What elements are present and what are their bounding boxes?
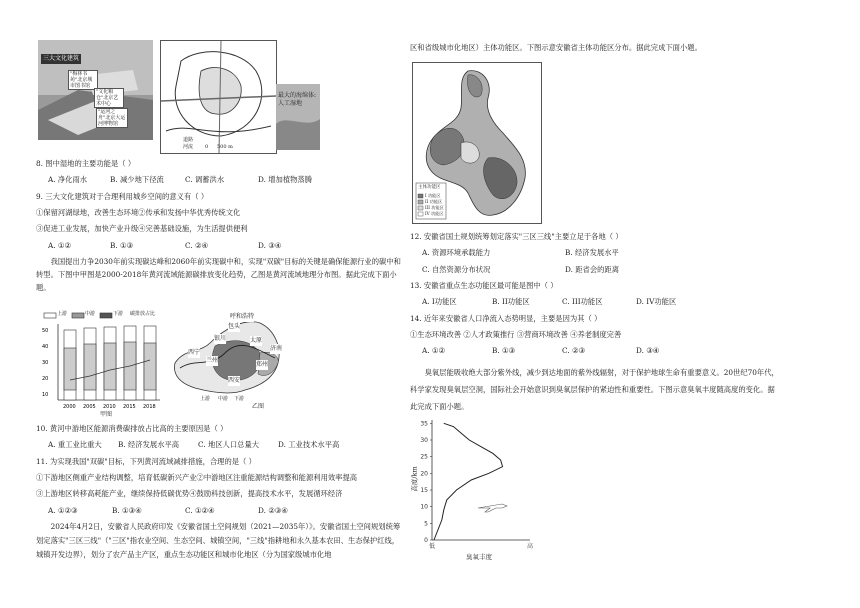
q9-option-c[interactable]: C. ②④ <box>185 241 209 250</box>
q8-option-b[interactable]: B. 减少地下径流 <box>110 175 164 184</box>
map-city-jinan: 济南 <box>270 345 283 352</box>
ozone-y-tick-label: 20 <box>420 470 428 478</box>
q10-stem: 10. 黄河中游地区能源消费碳排放占比高的主要原因是（ ） <box>36 424 228 433</box>
ozone-y-tick-label: 5 <box>424 520 428 528</box>
q14-stem: 14. 近年来安徽省人口净流入态势明显，主要是因为其（ ） <box>410 314 602 323</box>
figure-carbon-bars <box>40 310 165 420</box>
q13-option-c[interactable]: C. III功能区 <box>562 297 603 306</box>
svg-text:2010: 2010 <box>103 404 116 410</box>
passage-anhui: 2024年4月2日，安徽省人民政府印发《安徽省国土空间规划（2021—2035年）》。安徽省国土空间规划统筹划定落实"三区三线"（"三区"指农业空间、生态空间、城镇空间，"三线"指耕地和永久基本农田、生态保护红线，城镇开发边界），划分了农产品主产区，重点生态功能区和城市化地区（分为国家级城市化地 <box>36 522 401 559</box>
map-scale-zero: 0 <box>205 144 209 150</box>
q11-option-d[interactable]: D. ②③④ <box>258 506 288 515</box>
wetland-map <box>161 41 276 153</box>
q11-option-b[interactable]: B. ①③④ <box>112 506 142 515</box>
q10-option-c[interactable]: C. 地区人口总量大 <box>198 440 260 449</box>
anhui-legend-1: I 功能区 <box>425 193 441 198</box>
svg-text:50: 50 <box>42 328 49 334</box>
map-city-lanzhou: 兰州 <box>206 357 219 364</box>
figure-wetland-map <box>160 40 277 154</box>
figure-cultural-buildings <box>38 40 153 140</box>
ozone-xlabel: 臭氧丰度 <box>466 553 492 561</box>
q11-option-c[interactable]: C. ①②④ <box>185 506 215 515</box>
q9-stem: 9. 三大文化建筑对于合理利用城乡空间的意义有（ ） <box>36 192 209 201</box>
q9-statement-1: ①保留河湖绿地，改善生态环境②传承和发扬中华优秀传统文化 <box>36 208 241 217</box>
q13-stem: 13. 安徽省重点生态功能区最可能是图中（ ） <box>410 281 558 290</box>
q10-option-d[interactable]: D. 工业技术水平高 <box>278 440 340 449</box>
map-scale-500: 500 m <box>217 144 233 150</box>
q9-option-b[interactable]: B. ①③ <box>110 241 134 250</box>
carbon-bar-chart <box>40 310 165 420</box>
passage-carbon: 我国提出力争2030年前实现碳达峰和2060年前实现碳中和，实现"双碳"目标的关键是确保能源行业的碳中和转型。下图中甲图是2000-2018年黄河流域能源碳排放变化趋势，乙图是黄河流域地理分布图。据此完成下面小题。 <box>36 257 401 292</box>
bar-legend-downstream: 下游 <box>113 311 124 317</box>
ozone-y-tick-label: 35 <box>420 420 428 428</box>
ozone-ylabel: 高度/km <box>410 466 419 492</box>
q8-option-d[interactable]: D. 增加植物蒸腾 <box>258 175 313 184</box>
q11-statement-2: ③上游地区转移高耗能产业，继续保持低碳优势④鼓励科技创新，提高技术水平，发展循环经济 <box>36 489 343 498</box>
svg-text:40: 40 <box>42 344 49 350</box>
ozone-y-tick-label: 10 <box>420 503 428 511</box>
map-city-xining: 西宁 <box>188 349 201 356</box>
ozone-chart-svg <box>408 412 538 562</box>
passage-ozone: 臭氧层能吸收绝大部分紫外线，减少到达地面的紫外线辐射，对于保护地球生命有重要意义。20世纪70年代，科学家发现臭氧层空洞，国际社会开始意识到臭氧层保护的紧迫性和重要性。下图示意臭氧丰度随高度的变化。据此完成下面小题。 <box>410 368 779 411</box>
q9-statement-2: ③促进工业发展，加快产业升级④完善基础设施，为生活提供便利 <box>36 224 248 233</box>
q8-stem: 8. 图中湿地的主要功能是（ ） <box>36 159 136 168</box>
svg-text:2015: 2015 <box>123 404 136 410</box>
q14-option-d[interactable]: D. ③④ <box>636 346 660 355</box>
svg-text:2000: 2000 <box>63 404 76 410</box>
figure-yellow-river-map <box>170 308 290 420</box>
bar-legend-upstream: 上游 <box>57 311 68 317</box>
map-city-xian: 西安 <box>228 377 241 384</box>
q12-option-a[interactable]: A. 资源环境承载能力 <box>422 248 491 257</box>
anhui-legend-4: IV 功能区 <box>425 211 444 216</box>
ozone-x-tick-high: 高 <box>526 543 534 550</box>
photo-label-art-center: "文化粮仓"北京艺术中心 <box>94 88 124 108</box>
anhui-legend-2: II 功能区 <box>425 199 443 204</box>
q14-option-b[interactable]: B. ①③ <box>492 346 516 355</box>
photo-title: 三大文化建筑 <box>43 55 80 62</box>
map-city-yinchuan: 银川 <box>214 335 227 342</box>
map-legend-road: 道路 <box>183 137 194 143</box>
q14-option-c[interactable]: C. ②③ <box>562 346 586 355</box>
svg-text:2005: 2005 <box>83 404 96 410</box>
q12-option-b[interactable]: B. 经济发展水平 <box>565 248 619 257</box>
map-legend-midstream: 中游 <box>218 396 229 402</box>
map-city-taiyuan: 太原 <box>250 337 263 344</box>
ozone-x-tick-low: 低 <box>428 543 436 550</box>
map-legend-river: 河流 <box>183 144 194 150</box>
svg-text:20: 20 <box>42 376 49 382</box>
q14-statement: ①生态环境改善 ②人才政策推行 ③营商环境改善 ④养老制度完善 <box>410 330 622 339</box>
figure-anhui-map <box>412 62 542 224</box>
map-city-baotou: 包头 <box>228 323 241 330</box>
map-caption: 乙图 <box>252 403 265 410</box>
q9-option-a[interactable]: A. ①② <box>48 241 71 250</box>
ozone-y-tick-label: 15 <box>420 487 428 494</box>
q8-option-a[interactable]: A. 净化雨水 <box>48 175 88 184</box>
q10-option-b[interactable]: B. 经济发展水平高 <box>118 440 180 449</box>
q12-stem: 12. 安徽省国土规划统筹划定落实"三区三线"主要立足于各地（ ） <box>410 232 623 241</box>
anhui-legend-title: 主体功能区 <box>418 185 441 190</box>
ozone-y-tick-label: 0 <box>424 537 428 544</box>
q8-option-c[interactable]: C. 调蓄洪水 <box>185 175 225 184</box>
photo-label-library: "梅林书苑"北京城市图书馆 <box>68 70 98 90</box>
map-city-hohhot: 呼和浩特 <box>230 313 255 320</box>
q9-option-d[interactable]: D. ③④ <box>258 241 282 250</box>
q11-option-a[interactable]: A. ①②③ <box>48 506 78 515</box>
q11-statement-1: ①下游地区侧重产业结构调整，培育低碳新兴产业②中游地区注重能源结构调整和能源利用效率提高 <box>36 473 358 482</box>
q14-option-a[interactable]: A. ①② <box>422 346 445 355</box>
q12-option-c[interactable]: C. 自然资源分布状况 <box>422 265 491 274</box>
q13-option-b[interactable]: B. II功能区 <box>492 297 530 306</box>
q10-option-a[interactable]: A. 重工业比重大 <box>48 440 102 449</box>
bar-legend-share: 碳排放占比 <box>130 311 156 317</box>
anhui-legend-3: III 功能区 <box>425 205 444 210</box>
map-city-zhengzhou: 郑州 <box>256 361 269 368</box>
svg-text:10: 10 <box>42 392 49 398</box>
photo-label-museum: "运河之舟"北京大运河博物馆 <box>96 108 128 128</box>
ozone-profile-line <box>434 423 503 540</box>
wetland-subtitle: 人工湿地 <box>278 100 303 107</box>
ozone-chart <box>408 412 538 562</box>
svg-text:30: 30 <box>42 360 49 366</box>
figure-wetland-photo <box>276 84 320 150</box>
map-legend-downstream: 下游 <box>234 396 245 402</box>
q11-stem: 11. 为实现我国"双碳"目标，下列黄河流域减排措施，合理的是（ ） <box>36 457 256 466</box>
bar-caption: 甲图 <box>100 411 113 418</box>
passage-anhui-continued: 区和省级城市化地区）主体功能区。下图示意安徽省主体功能区分布。据此完成下面小题。 <box>410 43 702 52</box>
svg-text:2018: 2018 <box>143 404 156 410</box>
map-legend-upstream: 上游 <box>200 396 211 402</box>
ozone-y-tick-label: 25 <box>420 453 428 461</box>
q13-option-d[interactable]: D. IV功能区 <box>636 297 677 306</box>
q12-option-d[interactable]: D. 距省会的距离 <box>565 265 620 274</box>
q13-option-a[interactable]: A. I功能区 <box>422 297 457 306</box>
bar-legend-midstream: 中游 <box>85 311 96 317</box>
wetland-title: 最大的海绵体: <box>278 92 317 99</box>
ozone-y-tick-label: 30 <box>420 437 428 444</box>
aircraft-icon <box>478 504 507 512</box>
